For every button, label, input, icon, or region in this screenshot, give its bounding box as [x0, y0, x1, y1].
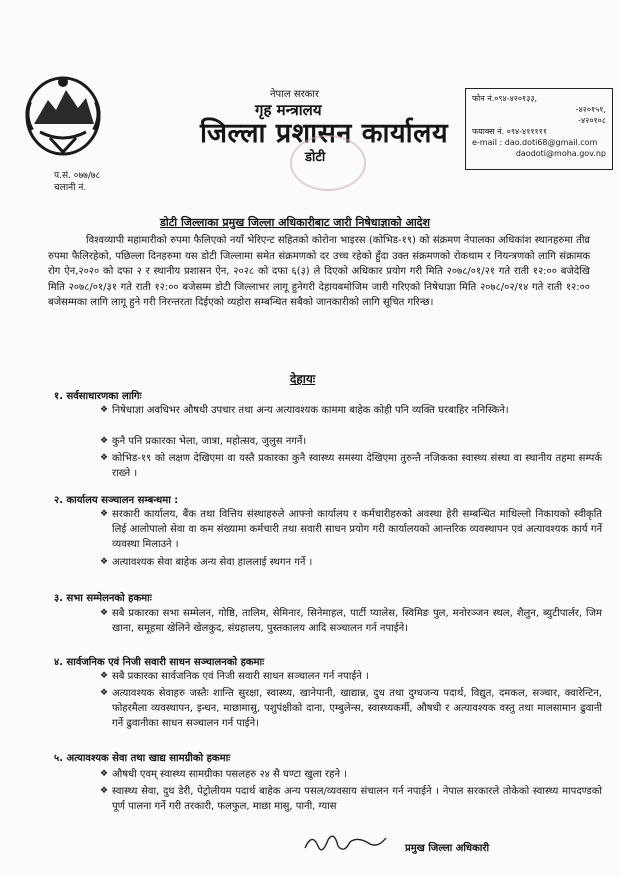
office-stamp [290, 135, 366, 191]
phone-line-2: -४२०१५१, [575, 105, 606, 114]
list-item: ❖ अत्यावश्यक सेवाहरु जस्तैः शान्ति सुरक्षा, स्वास्थ्य, खानेपानी, खाद्यान्न, दुध तथा दुग्धजन्य पदार्थ, विद्युत, दमकल, सञ्चार, क्वारेन्टिन, फोहरमैला व्यवस्थापन, इन्धन, माछामासु, पशुपंक्षीको दाना, एम्बुलेन्स, स्वास्थ्यकर्मी, औषधी र अत्यावश्यक वस्तु तथा मालसामान ढुवानी गर्ने ढुवानीका साधन सञ्चालन गर्न पाईने। [100, 686, 602, 731]
section-5-title: ५. अत्यावश्यक सेवा तथा खाद्य सामग्रीको हकमाः [54, 753, 231, 764]
office-title: जिल्ला प्रशासन कार्यालय [200, 118, 449, 149]
section-4-title: ४. सार्वजनिक एवं निजी सवारी साधन सञ्चालनको हकमाः [54, 657, 265, 668]
fax-line: फयाक्स नं. ०९४-४१११११ [472, 127, 547, 136]
signatory-title: प्रमुख जिल्ला अधिकारी [405, 843, 490, 854]
patra-number: प.सं. ०७७/७८ [54, 171, 101, 181]
reference-block [54, 170, 100, 194]
section-2-title: २. कार्यालय सञ्चालन सम्बन्धमा : [54, 495, 179, 506]
list-item: ❖ कोभिड-१९ को लक्षण देखिएमा वा यस्तै प्रकारका कुनै स्वास्थ्य समस्या देखिएमा तुरुन्तै नजिकका स्वास्थ्य संस्था वा स्थानीय तहमा सम्पर्क राख्ने । [100, 451, 602, 481]
dehaya-heading: देहायः [290, 372, 316, 386]
email-label: e-mail : [472, 138, 503, 147]
government-label: नेपाल सरकार [270, 89, 319, 100]
email-2: daodoti@moha.gov.np [515, 149, 606, 158]
contact-box [465, 88, 613, 170]
list-item: ❖ अत्यावश्यक सेवा बाहेक अन्य सेवा हाललाई स्थगन गर्ने । [100, 555, 602, 570]
ministry-label: गृह मन्त्रालय [255, 101, 322, 119]
list-item: ❖ कुनै पनि प्रकारका भेला, जात्रा, महोत्सव, जुलुस नगर्ने। [100, 434, 602, 449]
list-item: ❖ निषेधाज्ञा अवधिभर औषधी उपचार तथा अन्य अत्यावश्यक काममा बाहेक कोही पनि व्यक्ति घरबाहिर ननिस्किने। [100, 403, 602, 418]
chalani-number: चलानी नं. [54, 183, 87, 193]
section-3-title: ३. सभा सम्मेलनको हकमाः [54, 593, 152, 604]
list-item: ❖ सरकारी कार्यालय, बैंक तथा वित्तिय संस्थाहरुले आफ्नो कार्यालय र कर्मचारीहरुको अवस्था हेरी सम्बन्धित माथिल्लो निकायको स्वीकृति लिई आलोपालो सेवा वा कम संख्यामा कर्मचारी तथा सवारी साधन प्रयोग गरी कार्यालयको आन्तरिक व्यवस्थापन एवं अत्यावश्यक कार्य गर्ने व्यवस्था मिलाउने । [100, 507, 602, 552]
list-item: ❖ स्वास्थ्य सेवा, दुध डेरी, पेट्रोलीयम पदार्थ बाहेक अन्य पसल/व्यवसाय संचालन गर्न नपाईने । नेपाल सरकारले तोकेको स्वास्थ्य मापदण्डको पूर्ण पालना गर्ने गरी तरकारी, फलफुल, माछा मासु, पानी, ग्यास [100, 784, 602, 814]
subject-heading: डोटी जिल्लाका प्रमुख जिल्ला अधिकारीबाट जारी निषेधाज्ञाको आदेश [160, 216, 431, 229]
list-item: ❖ सबै प्रकारका सभा सम्मेलन, गोष्ठि, तालिम, सेमिनार, सिनेमाहल, पार्टी प्यालेस, स्विमिङ पुल, मनोरञ्जन स्थल, शैलुन, ब्युटीपार्लर, जिम खाना, समूहमा खेलिने खेलकुद, संग्रहालय, पुस्तकालय आदि सञ्चालन गर्न नपाईने। [100, 606, 602, 636]
district-label: डोटी [305, 150, 326, 165]
section-1-title: १. सर्वसाधारणका लागिः [54, 391, 142, 402]
intro-paragraph: विश्वव्यापी महामारीको रुपमा फैलिएको नयाँ भेरिएन्ट सहितको कोरोना भाइरस (कोभिड-१९) को संक्रमण नेपालका अधिकांश स्थानहरुमा तीव्र रुपमा फैलिरहेको, पछिल्ला दिनहरुमा यस डोटी जिल्लामा समेत संक्रमणको दर उच्च रहेको हुँदा उक्त संक्रमणको रोकथाम र नियन्त्रणको लागि संक्रामक रोग ऐन,२०२० को दफा २ र स्थानीय प्रशासन ऐन, २०२८ को दफा ६(३) ले दिएको अधिकार प्रयोग गरी मिति २०७८/०१/२१ गते राती १२:०० बजेदेखि मिति २०७८/०१/३१ गते राती १२:०० बजेसम्म डोटी जिल्लाभर लागू हुनेगरी देहायबमोजिम जारी गरिएको निषेधाज्ञा मिति २०७८/०२/१४ गते राती १२:०० बजेसम्मका लागि लागू हुने गरी निरन्तरता दिईएको व्यहोरा सम्बन्धित सबैको जानकारीको लागि सूचित गरिन्छ। [48, 235, 590, 308]
email-1: dao.doti68@gmail.com [504, 138, 598, 147]
signature-icon [300, 826, 390, 860]
nepal-emblem-icon [22, 72, 104, 158]
list-item: ❖ औषधी एवम् स्वास्थ्य सामग्रीका पसलहरु २४ सै घण्टा खुला रहने । [100, 767, 602, 782]
phone-line-3: -४२०१०८ [578, 116, 606, 125]
phone-line: फोन नं.०९४-४२०१३३, [472, 94, 538, 103]
list-item: ❖ सबै प्रकारका सार्वजनिक एवं निजी सवारी साधन सञ्चालन गर्न नपाईने । [100, 669, 602, 684]
